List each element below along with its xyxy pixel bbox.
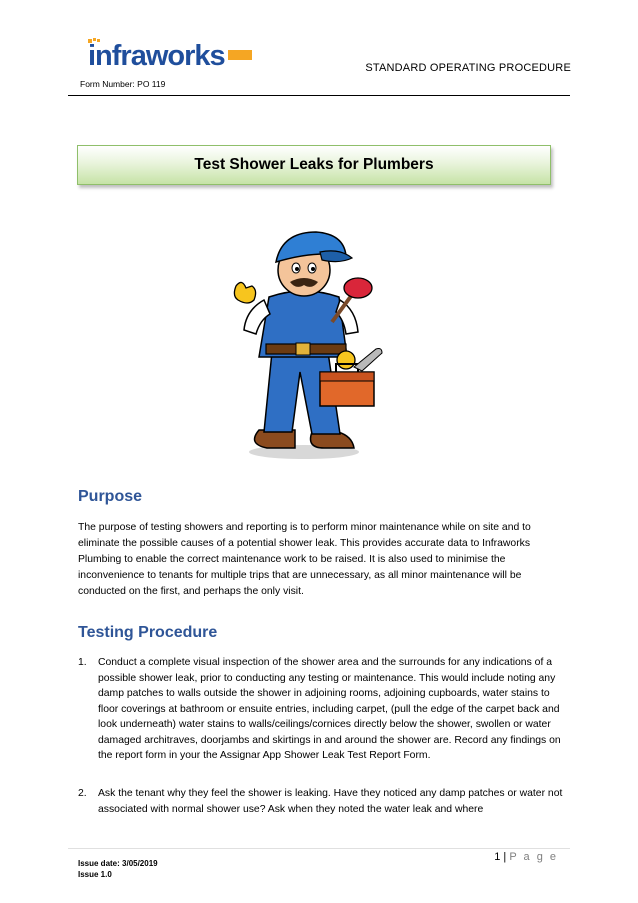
procedure-list <box>78 655 564 764</box>
issue-date: Issue date: 3/05/2019 <box>78 859 158 868</box>
step-number: 1. <box>78 657 87 668</box>
page-title: Test Shower Leaks for Plumbers <box>194 156 434 173</box>
procedure-list-continued <box>78 786 564 817</box>
step-number: 2. <box>78 788 87 799</box>
infraworks-logo <box>88 38 254 72</box>
page-number-label <box>494 851 558 863</box>
document-type: STANDARD OPERATING PROCEDURE <box>365 62 571 74</box>
title-banner <box>77 145 551 185</box>
logo-wordmark: infraworks <box>88 40 225 72</box>
procedure-step <box>78 655 564 764</box>
plumber-illustration <box>224 212 394 462</box>
purpose-text: The purpose of testing showers and reporting is to perform minor maintenance while on site and to eliminate the possible causes of a potential shower leak. This provides accurate data to Infraworks Plumbing to enable the correct maintenance work to be raised. It is also used to minimise the inconvenience to tenants for multiple trips that are unnecessary, as all minor maintenance will be conducted on the first, and perhaps the only visit. <box>78 522 531 597</box>
issue-number: Issue 1.0 <box>78 870 112 879</box>
testing-procedure-heading: Testing Procedure <box>78 624 218 641</box>
form-number: Form Number: PO 119 <box>80 79 166 89</box>
step-text: Ask the tenant why they feel the shower is leaking. Have they noticed any damp patches or water not associated with normal shower use? Ask when they noted the water leak and where <box>98 788 563 815</box>
page-word: P a g e <box>509 851 558 863</box>
page-separator: | <box>503 851 507 863</box>
procedure-step <box>78 786 564 817</box>
footer-divider <box>68 848 570 849</box>
step-text: Conduct a complete visual inspection of the shower area and the surrounds for any indications of a possible shower leak, prior to conducting any testing or maintenance. This would include noting any damp patches to walls outside the shower in adjoining rooms, adjoining cupboards, water stains to floor coverings at bathroom or ensuite entries, including carpet, (pull the edge of the carpet back and look underneath) water stains to walls/ceilings/cornices directly below the shower, swollen or water damaged architraves, doorjambs and skirtings in and around the shower are. Record any findings on the report form in your the Assignar App Shower Leak Test Report Form. <box>98 657 561 761</box>
purpose-heading: Purpose <box>78 488 143 505</box>
header-divider <box>68 95 570 96</box>
page-number: 1 <box>494 851 501 863</box>
